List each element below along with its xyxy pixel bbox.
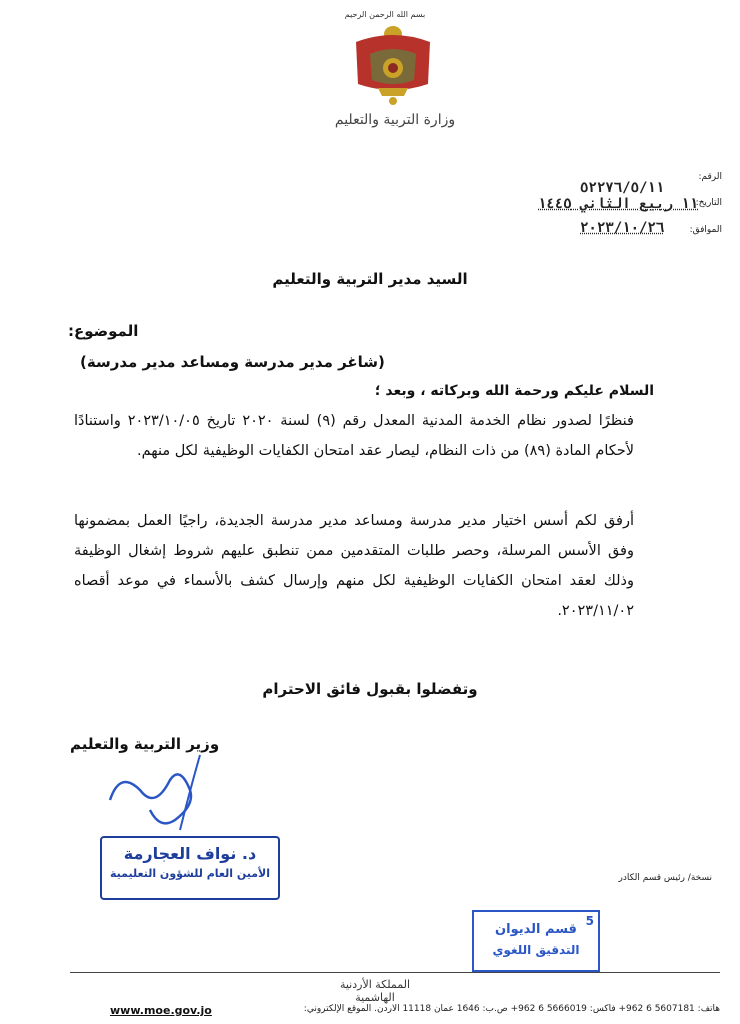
date-row bbox=[696, 198, 722, 208]
gregorian-date-value: ٢٠٢٣/١٠/٢٦ bbox=[580, 220, 665, 236]
footer-kingdom: المملكة الأردنية الهاشمية bbox=[339, 978, 411, 1004]
review-stamp bbox=[472, 910, 600, 972]
review-stamp-number: 5 bbox=[585, 914, 594, 928]
basmala: بسم الله الرحمن الرحيم bbox=[344, 10, 426, 19]
reference-number-label: الرقم: bbox=[698, 172, 722, 182]
review-stamp-line1: قسم الديوان bbox=[495, 922, 577, 937]
footer-website-link[interactable]: www.moe.gov.jo bbox=[110, 1004, 212, 1017]
greeting: السلام عليكم ورحمة الله وبركاته ، وبعد ؛ bbox=[374, 383, 654, 399]
jordan-coat-of-arms-icon bbox=[348, 24, 438, 106]
stamp-official-name: د. نواف العجارمة bbox=[123, 844, 257, 863]
body-paragraph-1: فنظرًا لصدور نظام الخدمة المدنية المعدل رقم (٩) لسنة ٢٠٢٠ تاريخ ٢٠٢٣/١٠/٠٥ واستنادًا لأحكام المادة (٨٩) من ذات النظام، ليصار عقد امتحان الكفايات الوظيفية لكل منهم. bbox=[74, 413, 634, 459]
equivalent-date-label: الموافق: bbox=[689, 225, 722, 235]
official-stamp bbox=[100, 836, 280, 900]
reference-number-row bbox=[698, 172, 722, 182]
footer-divider bbox=[70, 972, 720, 973]
date-label: التاريخ: bbox=[695, 198, 722, 208]
reference-number-value: ٥٢٢٧٦/٥/١١ bbox=[580, 180, 665, 196]
hijri-date-value: ١١ ربيع الثاني ١٤٤٥ bbox=[538, 196, 699, 212]
equivalent-date-row bbox=[690, 225, 722, 235]
subject: (شاغر مدير مدرسة ومساعد مدير مدرسة) bbox=[80, 353, 385, 371]
signatory-title: وزير التربية والتعليم bbox=[70, 735, 220, 753]
handwritten-signature-icon bbox=[100, 750, 220, 840]
copy-to: نسخة/ رئيس قسم الكادر bbox=[618, 873, 712, 883]
body-paragraph-2: أرفق لكم أسس اختيار مدير مدرسة ومساعد مدير مدرسة الجديدة، راجيًا العمل بمضمونها وفق الأسس المرسلة، وحصر طلبات المتقدمين ممن تنطبق عليهم شروط إشغال الوظيفة وذلك لعقد امتحان الكفايات الوظيفية لكل منهم وإرسال كشف بالأسماء في موعد أقصاه ٢٠٢٣/١١/٠٢. bbox=[74, 513, 634, 619]
subject-label: الموضوع: bbox=[68, 322, 139, 340]
recipient: السيد مدير التربية والتعليم bbox=[272, 270, 468, 288]
review-stamp-line2: التدقيق اللغوي bbox=[492, 943, 580, 957]
ministry-name: وزارة التربية والتعليم bbox=[334, 112, 456, 128]
footer-contact: هاتف: 5607181 6 962+ فاكس: 5666019 6 962+ ص.ب: 1646 عمان 11118 الأردن. الموقع الإلكتروني: bbox=[303, 1004, 720, 1014]
stamp-official-title: الأمين العام للشؤون التعليمية bbox=[109, 867, 270, 880]
closing: وتفضلوا بقبول فائق الاحترام bbox=[262, 680, 478, 698]
